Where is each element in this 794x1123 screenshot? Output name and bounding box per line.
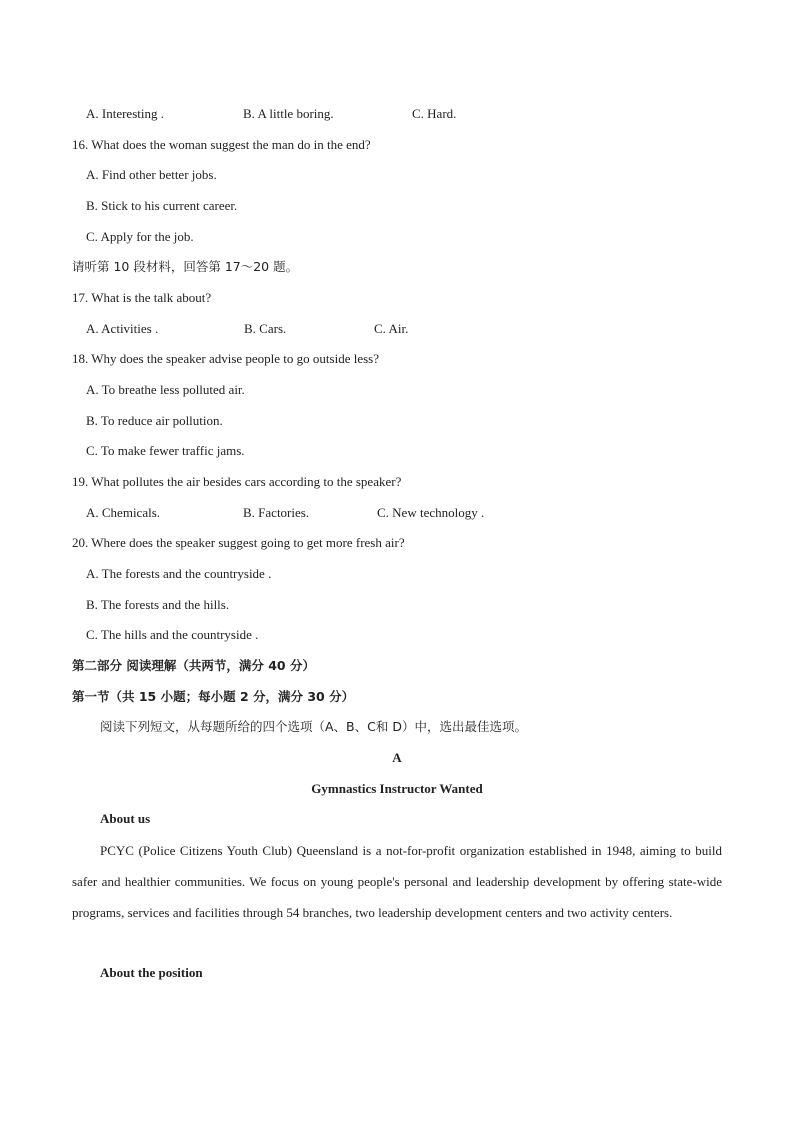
q15-option-a: A. Interesting .	[86, 106, 164, 121]
q20-stem: 20. Where does the speaker suggest going to get more fresh air?	[72, 535, 405, 550]
q18-option-b: B. To reduce air pollution.	[86, 413, 223, 428]
section1-heading: 第一节（共 15 小题；每小题 2 分，满分 30 分）	[72, 689, 355, 704]
q16-option-b: B. Stick to his current career.	[86, 198, 238, 213]
about-position-heading: About the position	[100, 965, 203, 980]
q17-option-b: B. Cars.	[244, 321, 287, 336]
q15-option-b: B. A little boring.	[243, 106, 334, 121]
q20-option-b: B. The forests and the hills.	[86, 597, 230, 612]
q20-option-a: A. The forests and the countryside .	[86, 566, 272, 581]
q19-option-b: B. Factories.	[243, 505, 310, 520]
q19-option-c: C. New technology .	[377, 505, 485, 520]
q19-option-a: A. Chemicals.	[86, 505, 161, 520]
section10-instruction: 请听第 10 段材料，回答第 17～20 题。	[72, 259, 299, 274]
reading-instruction: 阅读下列短文，从每题所给的四个选项（A、B、C和 D）中，选出最佳选项。	[100, 719, 527, 734]
q18-option-a: A. To breathe less polluted air.	[86, 382, 245, 397]
q15-option-c: C. Hard.	[412, 106, 457, 121]
passage-letter: A	[392, 750, 402, 765]
q17-option-a: A. Activities .	[86, 321, 159, 336]
q16-option-c: C. Apply for the job.	[86, 229, 194, 244]
q17-stem: 17. What is the talk about?	[72, 290, 212, 305]
q16-stem: 16. What does the woman suggest the man do in the end?	[72, 137, 371, 152]
q16-option-a: A. Find other better jobs.	[86, 167, 217, 182]
about-us-heading: About us	[100, 811, 151, 826]
q19-stem: 19. What pollutes the air besides cars according to the speaker?	[72, 474, 402, 489]
passage-title: Gymnastics Instructor Wanted	[311, 781, 483, 796]
q18-option-c: C. To make fewer traffic jams.	[86, 443, 245, 458]
part2-heading: 第二部分 阅读理解（共两节，满分 40 分）	[72, 658, 315, 673]
q18-stem: 18. Why does the speaker advise people to go outside less?	[72, 351, 379, 366]
about-us-paragraph: PCYC (Police Citizens Youth Club) Queensland is a not-for-profit organization established in 1948, aiming to build safer and healthier communities. We focus on young people's personal and leadership development by offering state-wide programs, services and facilities through 54 branches, two leadership development centers and two activity centers.	[72, 843, 722, 920]
q20-option-c: C. The hills and the countryside .	[86, 627, 259, 642]
q17-option-c: C. Air.	[374, 321, 409, 336]
